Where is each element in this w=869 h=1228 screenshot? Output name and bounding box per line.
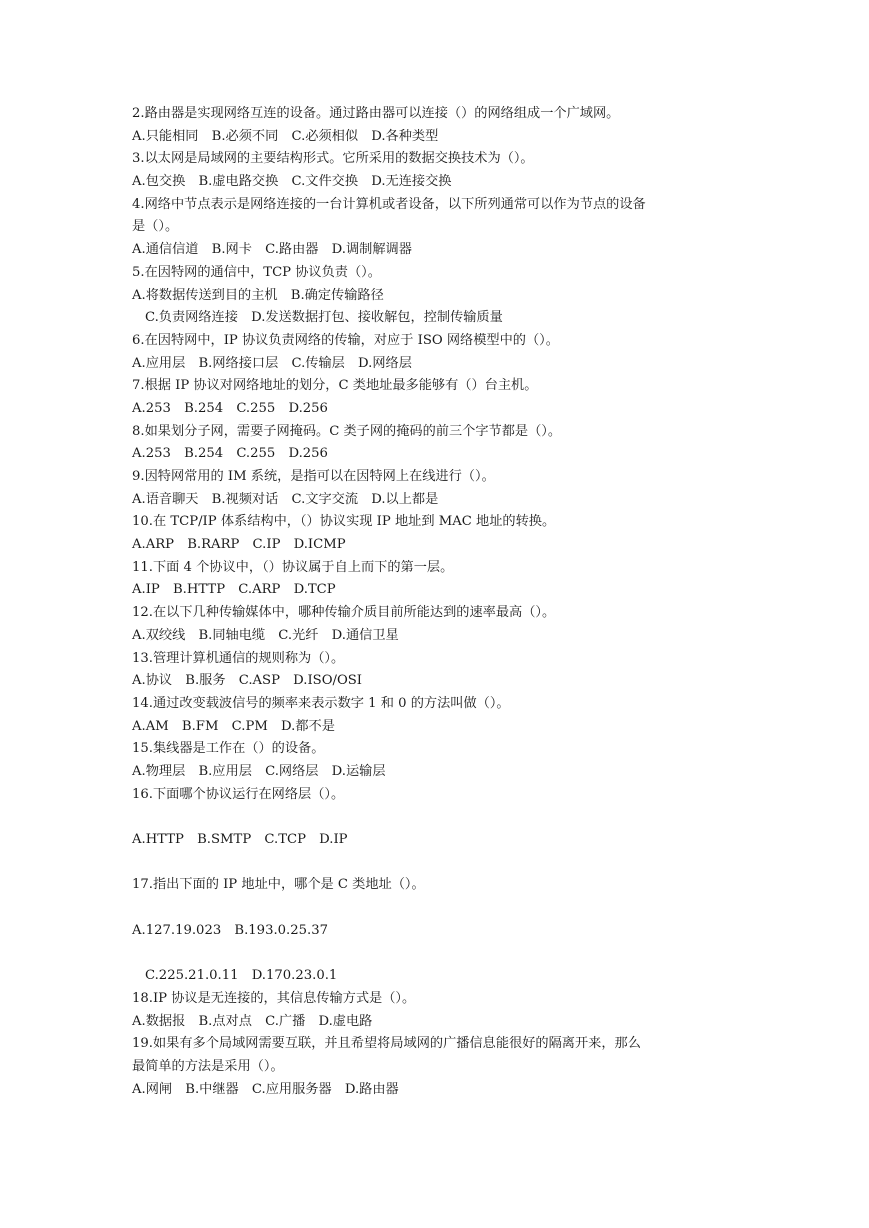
question-options: A.HTTP B.SMTP C.TCP D.IP	[132, 832, 348, 847]
question-options: A.253 B.254 C.255 D.256	[132, 400, 328, 416]
question-options-continued: C.负责网络连接 D.发送数据打包、接收解包，控制传输质量	[145, 310, 503, 326]
blank-line	[132, 852, 742, 875]
question-options: A.协议 B.服务 C.ASP D.ISO/OSI	[132, 673, 363, 689]
question-stem-continued: 最简单的方法是采用（）。	[132, 1058, 284, 1074]
question-stem: 17.指出下面的 IP 地址中，哪个是 C 类地址（）。	[132, 877, 425, 893]
question-stem: 18.IP 协议是无连接的，其信息传输方式是（）。	[132, 990, 416, 1006]
question-options: A.只能相同 B.必须不同 C.必须相似 D.各种类型	[132, 128, 439, 144]
question-stem: 13.管理计算机通信的规则称为（）。	[132, 650, 345, 666]
question-stem: 3.以太网是局域网的主要结构形式。它所采用的数据交换技术为（）。	[132, 151, 534, 167]
question-options: A.253 B.254 C.255 D.256	[132, 446, 328, 462]
question-options: A.包交换 B.虚电路交换 C.文件交换 D.无连接交换	[132, 174, 452, 190]
question-options: A.通信信道 B.网卡 C.路由器 D.调制解调器	[132, 242, 412, 258]
question-stem-continued: 是（）。	[132, 219, 179, 235]
question-options: A.语音聊天 B.视频对话 C.文字交流 D.以上都是	[132, 491, 439, 507]
question-stem: 8.如果划分子网，需要子网掩码。C 类子网的掩码的前三个字节都是（）。	[132, 423, 562, 439]
question-stem: 6.在因特网中，IP 协议负责网络的传输，对应于 ISO 网络模型中的（）。	[132, 332, 559, 348]
question-options-continued: C.225.21.0.11 D.170.23.0.1	[145, 968, 338, 984]
question-options: A.127.19.023 B.193.0.25.37	[132, 922, 328, 938]
question-stem: 2.路由器是实现网络互连的设备。通过路由器可以连接（）的网络组成一个广域网。	[132, 106, 620, 121]
question-stem: 4.网络中节点表示是网络连接的一台计算机或者设备，以下所列通常可以作为节点的设备	[132, 196, 646, 212]
question-list	[132, 103, 742, 1101]
question-stem: 5.在因特网的通信中，TCP 协议负责（）。	[132, 264, 381, 280]
question-stem: 19.如果有多个局域网需要互联，并且希望将局域网的广播信息能很好的隔离开来，那么	[132, 1036, 641, 1052]
question-stem: 10.在 TCP/IP 体系结构中，（）协议实现 IP 地址到 MAC 地址的转换。	[132, 514, 556, 530]
blank-line	[132, 806, 742, 829]
question-stem: 11.下面 4 个协议中，（）协议属于自上而下的第一层。	[132, 559, 454, 575]
question-options: A.将数据传送到目的主机 B.确定传输路径	[132, 287, 384, 303]
question-stem: 14.通过改变载波信号的频率来表示数字 1 和 0 的方法叫做（）。	[132, 695, 510, 711]
blank-line	[132, 942, 742, 965]
question-stem: 15.集线器是工作在（）的设备。	[132, 741, 325, 757]
question-options: A.应用层 B.网络接口层 C.传输层 D.网络层	[132, 355, 412, 371]
question-options: A.数据报 B.点对点 C.广播 D.虚电路	[132, 1013, 373, 1029]
question-options: A.双绞线 B.同轴电缆 C.光纤 D.通信卫星	[132, 627, 399, 643]
question-options: A.AM B.FM C.PM D.都不是	[132, 718, 335, 734]
question-stem: 16.下面哪个协议运行在网络层（）。	[132, 786, 345, 802]
question-stem: 7.根据 IP 协议对网络地址的划分，C 类地址最多能够有（）台主机。	[132, 378, 538, 394]
question-options: A.物理层 B.应用层 C.网络层 D.运输层	[132, 763, 386, 779]
question-options: A.网闸 B.中继器 C.应用服务器 D.路由器	[132, 1081, 399, 1097]
question-options: A.ARP B.RARP C.IP D.ICMP	[132, 537, 346, 553]
blank-line	[132, 897, 742, 920]
question-stem: 12.在以下几种传输媒体中，哪种传输介质目前所能达到的速率最高（）。	[132, 605, 556, 621]
question-options: A.IP B.HTTP C.ARP D.TCP	[132, 582, 336, 598]
question-stem: 9.因特网常用的 IM 系统，是指可以在因特网上在线进行（）。	[132, 469, 495, 484]
